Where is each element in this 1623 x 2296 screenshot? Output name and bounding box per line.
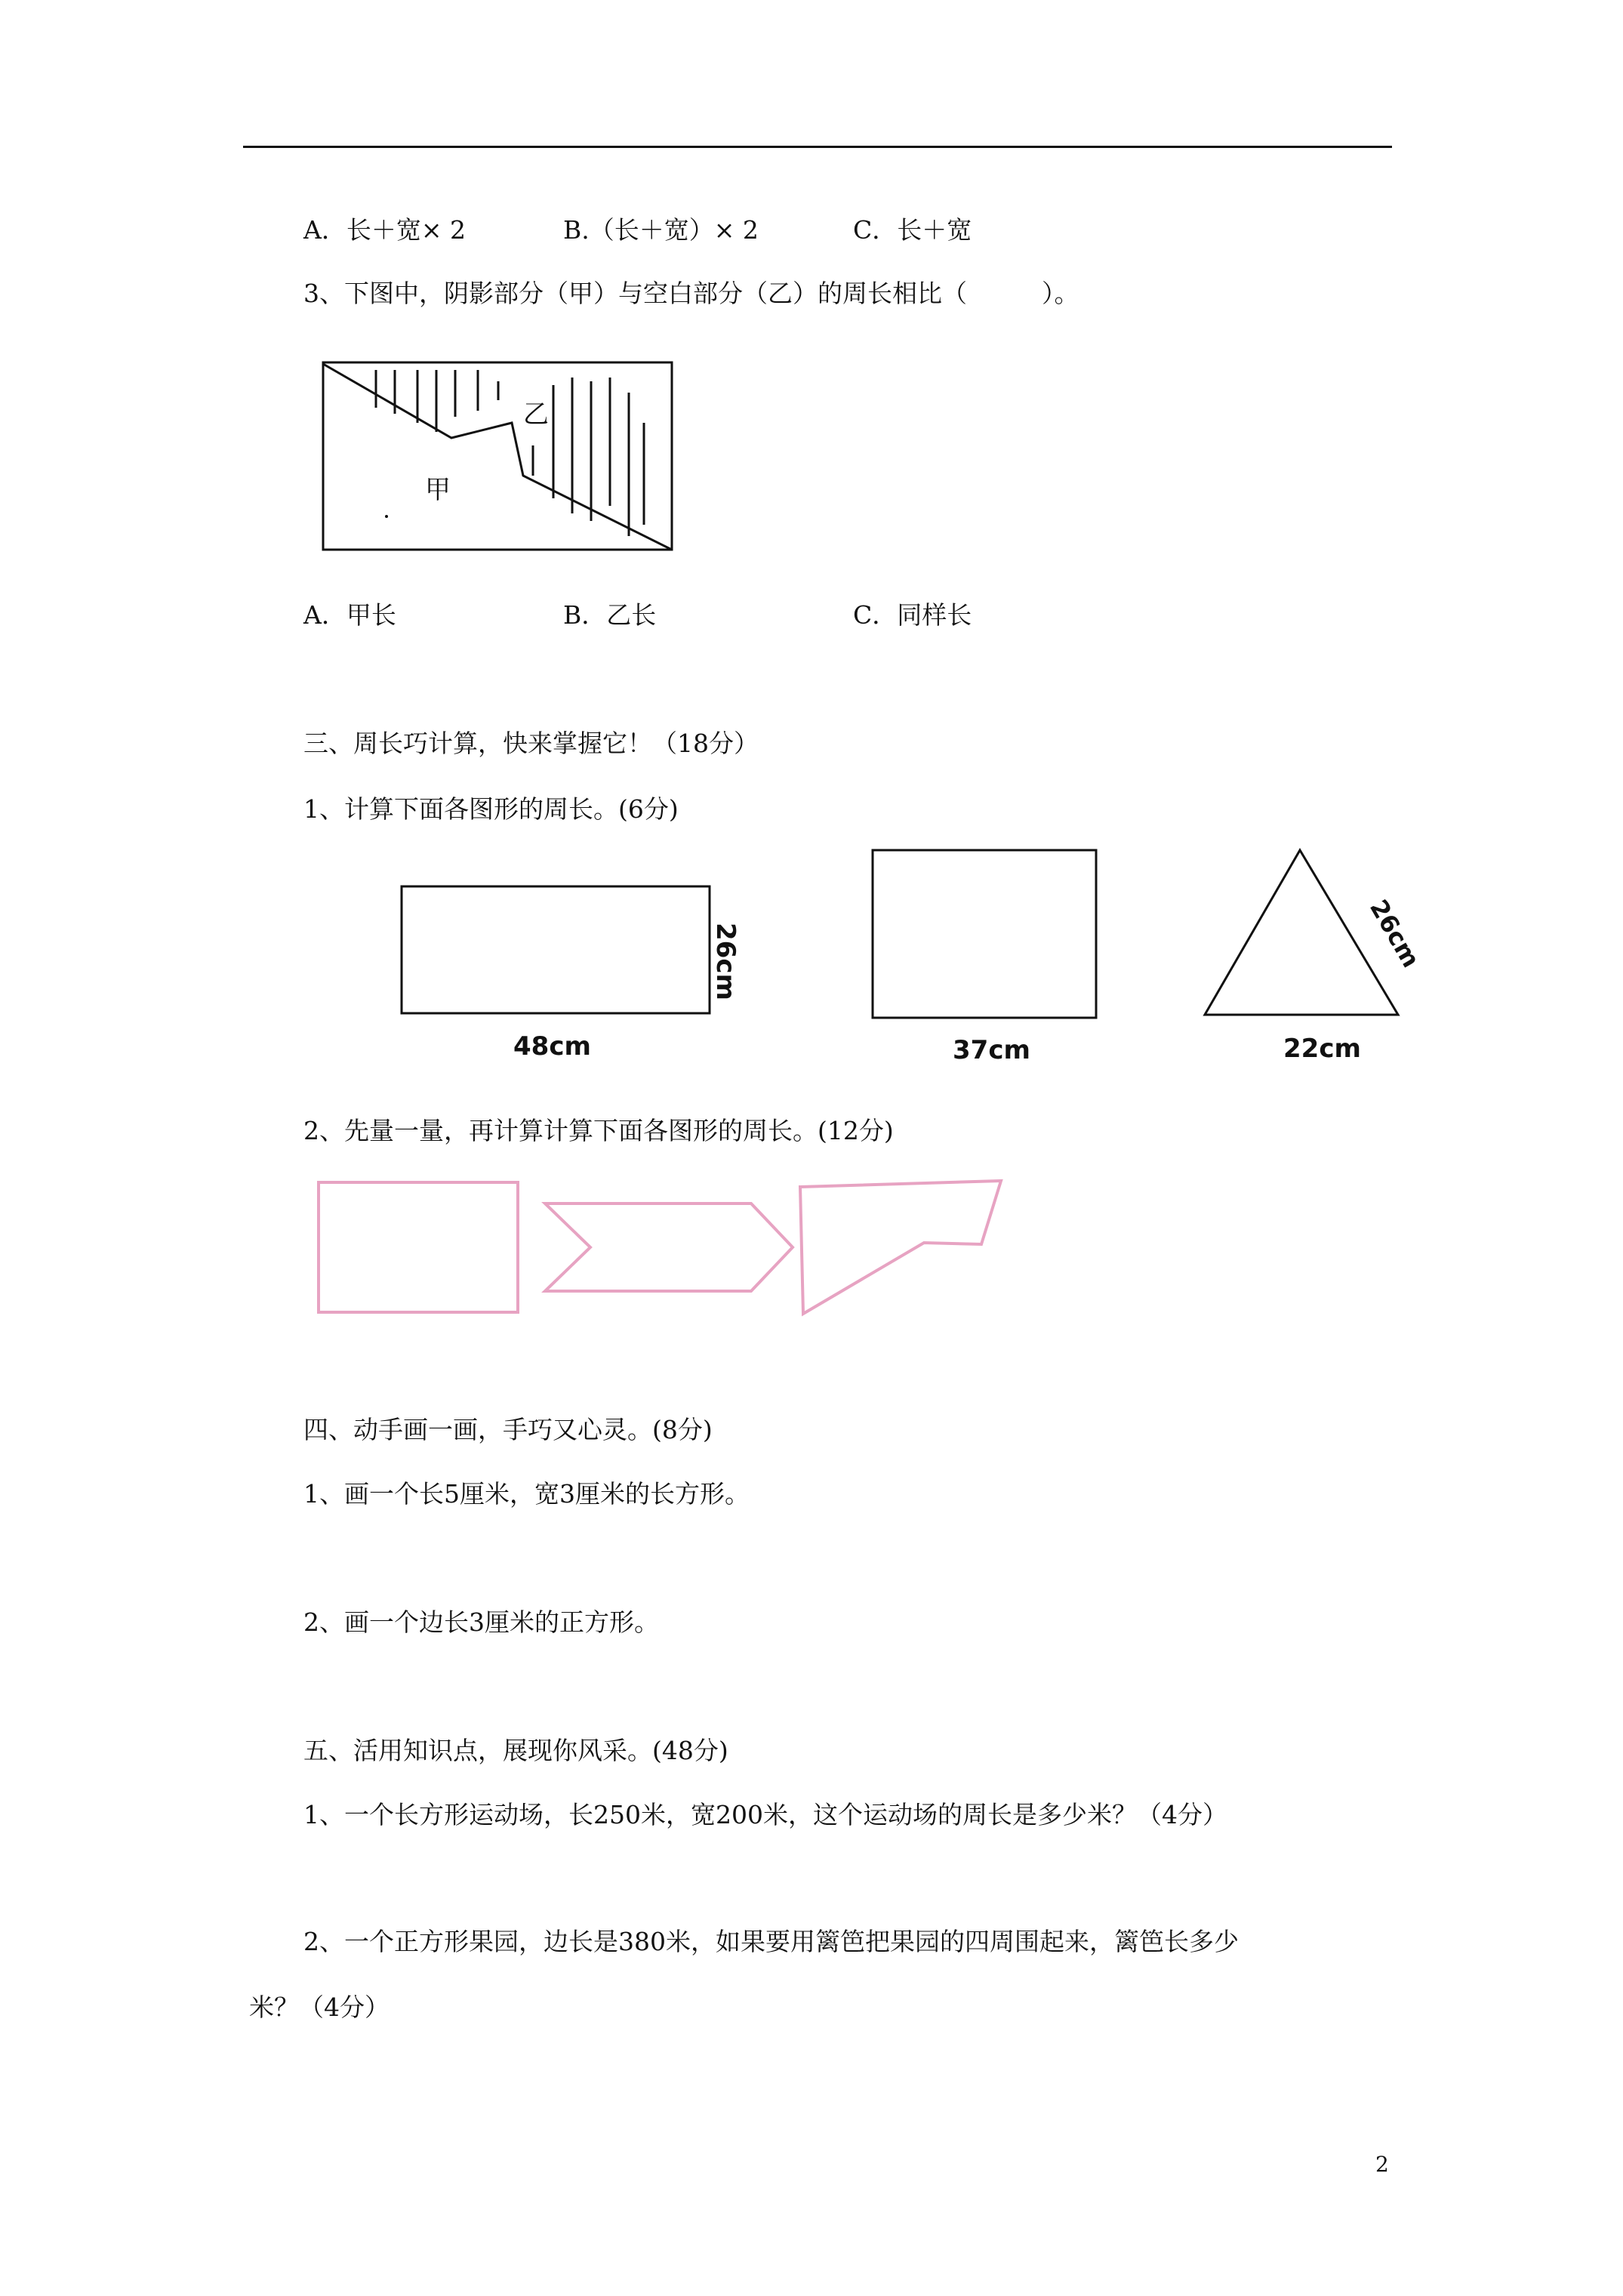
q1-rectangle-figure — [400, 885, 762, 1062]
q1-triangle-figure — [1202, 847, 1426, 1066]
q2-pink-polygon — [799, 1178, 1007, 1317]
section5-q2-line1: 2、一个正方形果园，边长是380米，如果要用篱笆把果园的四周围起来，篱笆长多少 — [303, 1927, 1239, 1956]
q2-option-c: C．长＋宽 — [853, 215, 972, 245]
section4-q2: 2、画一个边长3厘米的正方形。 — [303, 1607, 659, 1637]
section4-q1: 1、画一个长5厘米，宽3厘米的长方形。 — [303, 1479, 750, 1509]
section5-title: 五、活用知识点，展现你风采。(48分) — [303, 1736, 728, 1765]
label-yi: 乙 — [523, 399, 549, 430]
q3-question: 3、下图中，阴影部分（甲）与空白部分（乙）的周长相比（ ）。 — [303, 279, 1079, 308]
square-side-label: 37cm — [953, 1035, 1030, 1065]
page-number: 2 — [1375, 2152, 1389, 2177]
q2-pink-rectangle — [317, 1181, 521, 1317]
section3-title: 三、周长巧计算，快来掌握它！（18分） — [303, 729, 759, 758]
q3-option-b: B．乙长 — [563, 600, 657, 630]
q2-option-b: B.（长＋宽）× 2 — [563, 215, 759, 245]
section3-q2: 2、先量一量，再计算计算下面各图形的周长。(12分) — [303, 1116, 894, 1145]
label-jia: 甲 — [425, 475, 451, 505]
q3-figure — [323, 362, 673, 551]
tri-side-label: 26cm — [1364, 895, 1426, 972]
section5-q1: 1、一个长方形运动场，长250米，宽200米，这个运动场的周长是多少米？（4分） — [303, 1800, 1227, 1829]
tri-base-label: 22cm — [1283, 1034, 1361, 1064]
q3-option-c: C．同样长 — [853, 600, 972, 630]
rect-height-label: 26cm — [710, 923, 741, 1000]
header-rule — [243, 146, 1392, 148]
q2-pink-arrow — [544, 1202, 800, 1296]
q3-option-a: A．甲长 — [303, 600, 396, 630]
section3-q1: 1、计算下面各图形的周长。(6分) — [303, 794, 679, 824]
rect-width-label: 48cm — [513, 1031, 591, 1062]
section5-q2-line2: 米？（4分） — [249, 1992, 390, 2022]
section4-title: 四、动手画一画，手巧又心灵。(8分) — [303, 1415, 713, 1444]
q2-option-a: A．长＋宽× 2 — [303, 215, 466, 245]
q1-square-figure — [871, 849, 1098, 1065]
